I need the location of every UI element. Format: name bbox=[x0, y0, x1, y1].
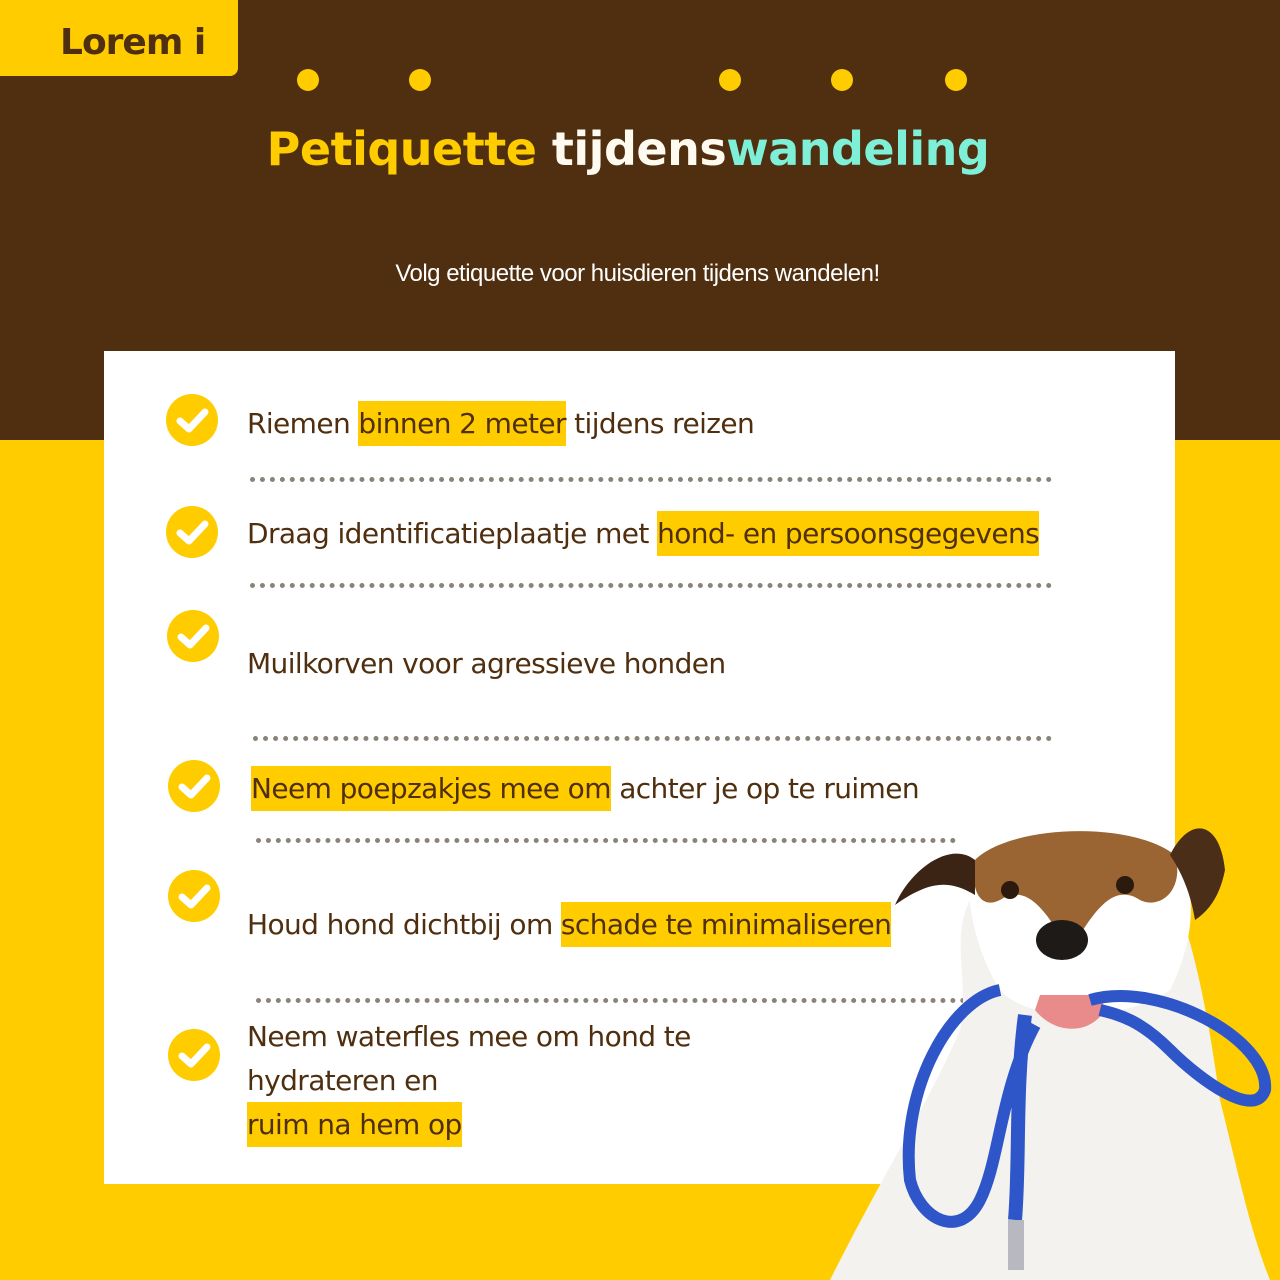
decor-dot bbox=[831, 69, 853, 91]
logo-badge bbox=[0, 0, 238, 76]
list-item: Muilkorven voor agressieve honden bbox=[247, 647, 726, 680]
subtitle: Volg etiquette voor huisdieren tijdens wandelen! bbox=[395, 260, 880, 287]
list-item: Draag identificatieplaatje met hond- en persoonsgegevens bbox=[247, 512, 1039, 556]
list-item: Neem poepzakjes mee om achter je op te ruimen bbox=[251, 767, 919, 811]
decor-dot bbox=[409, 69, 431, 91]
dotted-divider bbox=[250, 583, 1052, 588]
decor-dot bbox=[297, 69, 319, 91]
check-icon bbox=[168, 1029, 220, 1081]
highlight: schade te minimaliseren bbox=[561, 902, 891, 947]
check-icon bbox=[168, 870, 220, 922]
highlight: Neem poepzakjes mee om bbox=[251, 766, 611, 811]
decor-dot bbox=[945, 69, 967, 91]
check-icon bbox=[167, 610, 219, 662]
decor-dot bbox=[719, 69, 741, 91]
title-part-1: Petiquette bbox=[266, 122, 537, 176]
check-icon bbox=[166, 506, 218, 558]
title-part-2: tijdens bbox=[551, 122, 727, 176]
highlight: ruim na hem op bbox=[247, 1102, 462, 1147]
highlight: binnen 2 meter bbox=[358, 401, 565, 446]
list-item: Houd hond dichtbij om schade te minimaliseren bbox=[247, 903, 891, 947]
dog-photo bbox=[800, 800, 1280, 1280]
dotted-divider bbox=[250, 477, 1052, 482]
highlight: hond- en persoonsgegevens bbox=[657, 511, 1039, 556]
check-icon bbox=[168, 760, 220, 812]
list-item: Neem waterfles mee om hond te hydrateren en ruim na hem op bbox=[247, 1015, 691, 1147]
logo-text: Lorem i bbox=[60, 22, 206, 63]
list-item: Riemen binnen 2 meter tijdens reizen bbox=[247, 402, 754, 446]
title-part-3: wandeling bbox=[726, 122, 990, 176]
dotted-divider bbox=[253, 736, 1052, 741]
check-icon bbox=[166, 394, 218, 446]
page-title bbox=[0, 122, 1238, 176]
